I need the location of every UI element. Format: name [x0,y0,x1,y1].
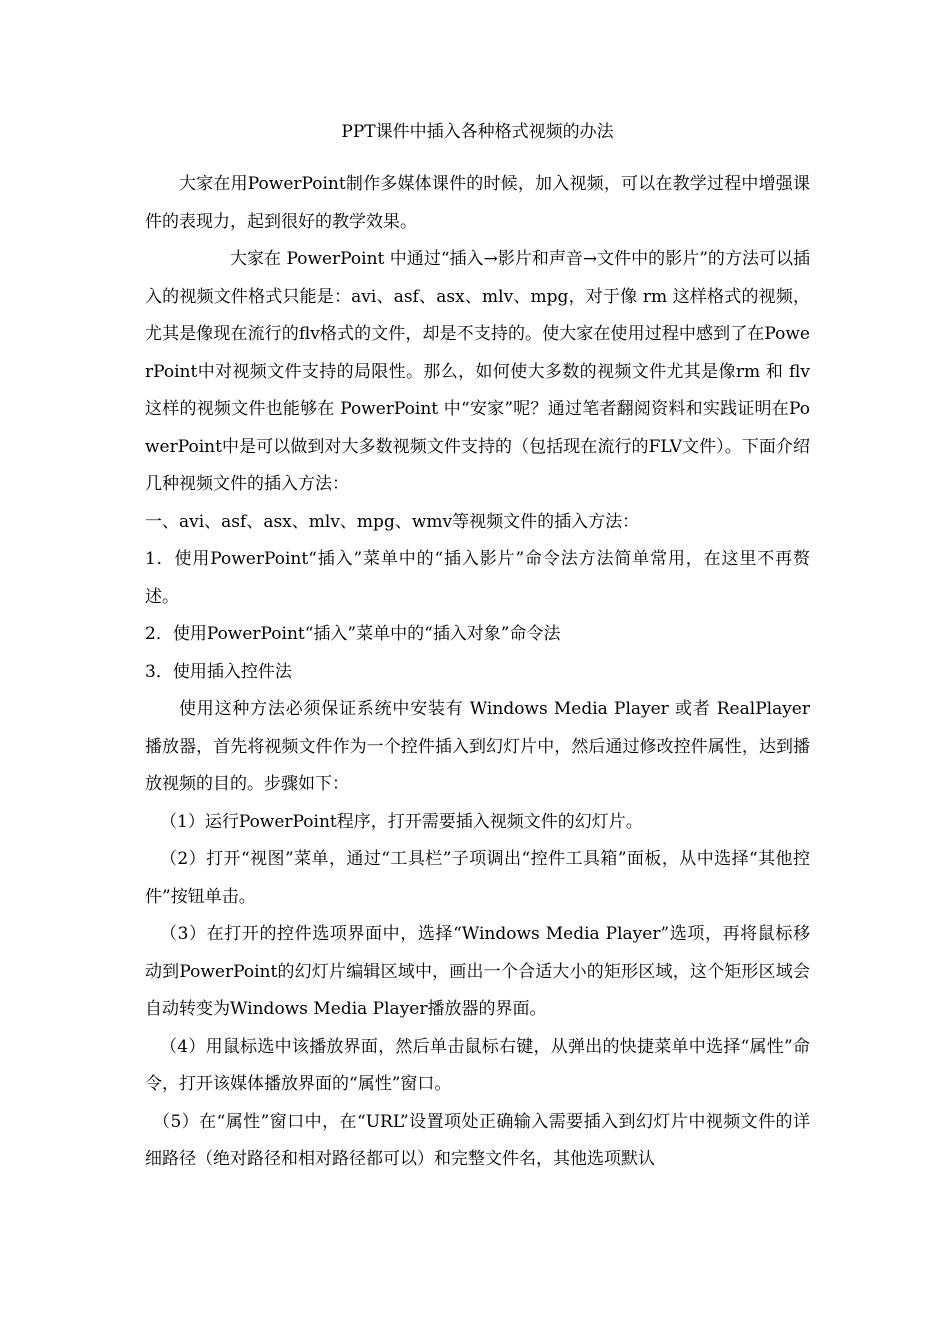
method-item-2: 2．使用PowerPoint“插入”菜单中的“插入对象”命令法 [145,624,561,644]
step-3: （3）在打开的控件选项界面中，选择“Windows Media Player”选项，再将鼠标移动到PowerPoint的幻灯片编辑区域中，画出一个合适大小的矩形区域，这个矩形区域会自动转变为Windows Media Player播放器的界面。 [145,924,810,1019]
document-body [145,118,810,1179]
paragraph-intro: 大家在用PowerPoint制作多媒体课件的时候，加入视频，可以在教学过程中增强课件的表现力，起到很好的教学效果。 [145,174,810,232]
paragraph-format-limits: 大家在 PowerPoint 中通过“插入→影片和声音→文件中的影片”的方法可以插入的视频文件格式只能是：avi、asf、asx、mlv、mpg，对于像 rm 这样格式的视频，尤其是像现在流行的flv格式的文件，却是不支持的。使大家在使用过程中感到了在PowerPoint中对视频文件支持的局限性。那么，如何使大多数的视频文件尤其是像rm 和 flv 这样的视频文件也能够在 PowerPoint 中“安家”呢？通过笔者翻阅资料和实践证明在PowerPoint中是可以做到对大多数视频文件支持的（包括现在流行的FLV文件）。下面介绍几种视频文件的插入方法： [145,249,810,494]
document-title: PPT课件中插入各种格式视频的办法 [341,122,614,142]
step-5: （5）在“属性”窗口中，在“URL”设置项处正确输入需要插入到幻灯片中视频文件的详细路径（绝对路径和相对路径都可以）和完整文件名，其他选项默认 [145,1111,810,1169]
step-4: （4）用鼠标选中该播放界面，然后单击鼠标右键，从弹出的快捷菜单中选择“属性”命令，打开该媒体播放界面的“属性”窗口。 [145,1036,810,1094]
paragraph-control-method: 使用这种方法必须保证系统中安装有 Windows Media Player 或者 RealPlayer 播放器，首先将视频文件作为一个控件插入到幻灯片中，然后通过修改控件属性，达到播放视频的目的。步骤如下： [145,699,810,794]
method-item-3: 3．使用插入控件法 [145,661,292,682]
method-item-1: 1．使用PowerPoint“插入”菜单中的“插入影片”命令法方法简单常用，在这里不再赘述。 [145,549,810,607]
step-1: （1）运行PowerPoint程序，打开需要插入视频文件的幻灯片。 [160,811,643,832]
step-2: （2）打开“视图”菜单，通过“工具栏”子项调出“控件工具箱”面板，从中选择“其他控件”按钮单击。 [145,849,810,907]
section-heading-1: 一、avi、asf、asx、mlv、mpg、wmv等视频文件的插入方法： [145,511,640,532]
